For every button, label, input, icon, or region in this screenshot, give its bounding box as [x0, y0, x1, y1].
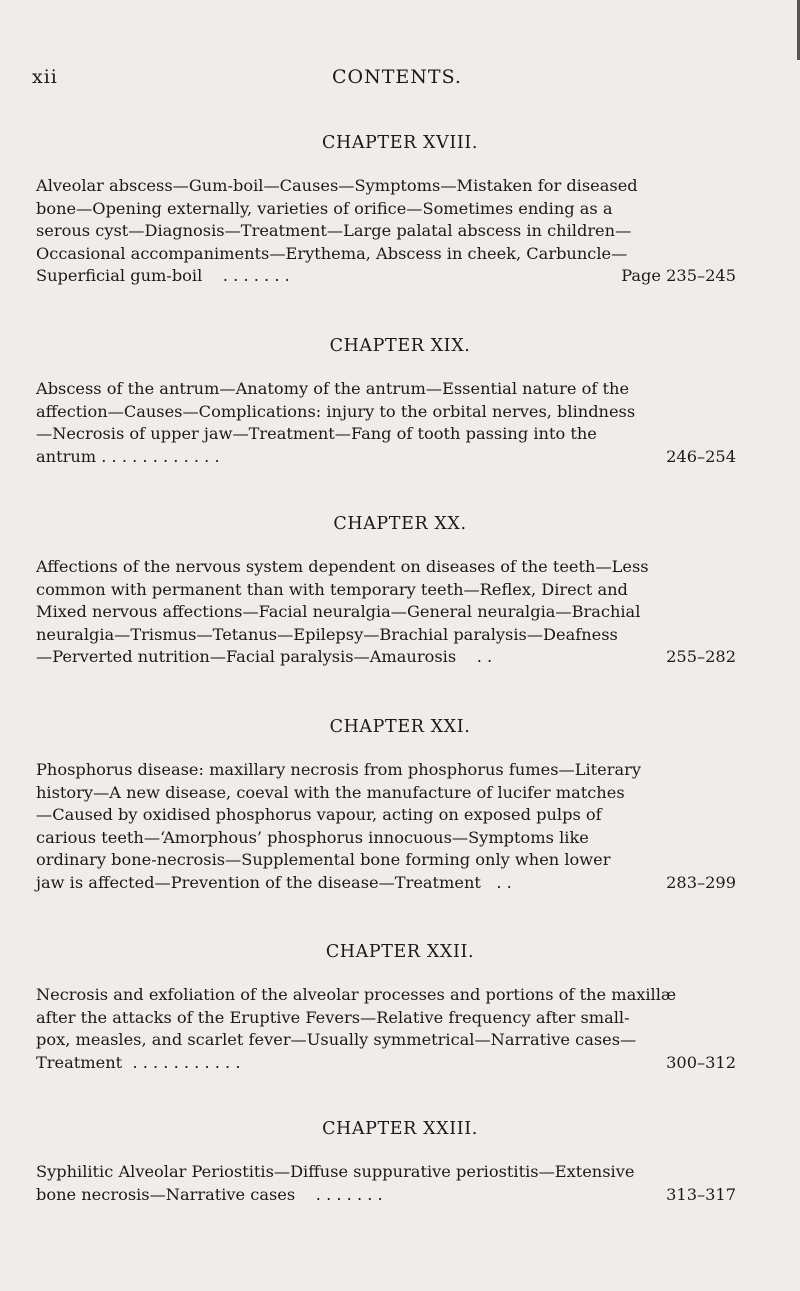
page-range: 283–299 — [666, 872, 736, 892]
chapter-23 — [0, 1119, 800, 1206]
synopsis-text — [36, 872, 512, 895]
dot-leader: . . . . . . . . . . . . — [101, 446, 220, 466]
synopsis-line: affection—Causes—Complications: injury to the orbital nerves, blindness — [36, 401, 636, 421]
synopsis-line: Affections of the nervous system dependent on diseases of the teeth—Less — [36, 557, 649, 576]
chapter-synopsis — [24, 175, 736, 288]
synopsis-line: history—A new disease, coeval with the manufacture of lucifer matches — [36, 782, 625, 802]
synopsis-line: Mixed nervous affections—Facial neuralgia—General neuralgia—Brachial — [36, 602, 641, 621]
synopsis-line: Necrosis and exfoliation of the alveolar processes and portions of the maxillæ — [36, 985, 677, 1004]
synopsis-text-end: —Perverted nutrition—Facial paralysis—Amaurosis — [36, 647, 457, 666]
chapter-synopsis — [24, 556, 736, 669]
synopsis-text — [36, 1052, 241, 1075]
chapter-18 — [0, 133, 800, 288]
chapter-heading: CHAPTER XX. — [333, 514, 467, 534]
chapter-synopsis — [24, 1161, 736, 1206]
chapter-19 — [0, 336, 800, 468]
chapter-heading: CHAPTER XIX. — [329, 336, 471, 356]
synopsis-line: common with permanent than with temporary teeth—Reflex, Direct and — [36, 579, 628, 599]
synopsis-last-line — [36, 1052, 736, 1075]
page-range: 300–312 — [666, 1052, 736, 1072]
running-title: CONTENTS. — [332, 66, 462, 88]
chapter-heading: CHAPTER XXIII. — [322, 1119, 478, 1139]
chapter-20 — [0, 514, 800, 669]
dot-leader: . . — [496, 872, 512, 892]
synopsis-last-line — [36, 1184, 736, 1207]
synopsis-line: Abscess of the antrum—Anatomy of the antrum—Essential nature of the — [36, 379, 630, 398]
page-range: 313–317 — [666, 1184, 736, 1204]
synopsis-line: Alveolar abscess—Gum-boil—Causes—Symptoms—Mistaken for diseased — [36, 176, 638, 195]
chapter-heading: CHAPTER XXI. — [329, 717, 471, 737]
page-range: 246–254 — [666, 446, 736, 466]
synopsis-line: —Caused by oxidised phosphorus vapour, acting on exposed pulps of — [36, 805, 602, 824]
synopsis-text — [36, 1184, 383, 1207]
chapter-22 — [0, 942, 800, 1074]
synopsis-last-line — [36, 872, 736, 895]
synopsis-line: pox, measles, and scarlet fever—Usually symmetrical—Narrative cases— — [36, 1030, 637, 1049]
synopsis-line: ordinary bone-necrosis—Supplemental bone forming only when lower — [36, 850, 611, 869]
synopsis-line: —Necrosis of upper jaw—Treatment—Fang of tooth passing into the — [36, 424, 597, 443]
chapter-synopsis — [24, 378, 736, 468]
synopsis-line: carious teeth—‘Amorphous’ phosphorus innocuous—Symptoms like — [36, 827, 589, 847]
synopsis-line: serous cyst—Diagnosis—Treatment—Large palatal abscess in children— — [36, 221, 632, 240]
synopsis-last-line — [36, 446, 736, 469]
chapter-heading: CHAPTER XXII. — [325, 942, 475, 962]
dot-leader: . . — [476, 647, 493, 666]
chapter-21 — [0, 717, 800, 894]
synopsis-text-end: Superficial gum-boil — [36, 266, 203, 285]
chapter-synopsis — [24, 759, 736, 894]
synopsis-text-end: antrum — [36, 446, 97, 466]
synopsis-text-end: Treatment — [36, 1052, 123, 1072]
dot-leader: . . . . . . . — [222, 266, 290, 285]
synopsis-text-end: jaw is affected—Prevention of the disease—Treatment — [36, 872, 481, 892]
synopsis-text — [36, 446, 220, 469]
synopsis-last-line — [36, 265, 736, 288]
page-range: Page 235–245 — [621, 266, 736, 285]
page-number: xii — [32, 66, 58, 88]
dot-leader: . . . . . . . — [315, 1184, 383, 1204]
synopsis-text — [36, 265, 290, 288]
chapter-heading: CHAPTER XVIII. — [321, 133, 479, 153]
page-range: 255–282 — [666, 647, 736, 666]
synopsis-line: after the attacks of the Eruptive Fevers—Relative frequency after small- — [36, 1007, 630, 1027]
synopsis-text — [36, 646, 493, 669]
dot-leader: . . . . . . . . . . . — [132, 1052, 241, 1072]
synopsis-line: Syphilitic Alveolar Periostitis—Diffuse suppurative periostitis—Extensive — [36, 1162, 635, 1181]
synopsis-line: Occasional accompaniments—Erythema, Abscess in cheek, Carbuncle— — [36, 243, 628, 263]
synopsis-line: Phosphorus disease: maxillary necrosis from phosphorus fumes—Literary — [36, 760, 641, 779]
synopsis-line: neuralgia—Trismus—Tetanus—Epilepsy—Brachial paralysis—Deafness — [36, 624, 618, 644]
chapter-synopsis — [24, 984, 736, 1074]
running-head — [32, 66, 762, 96]
synopsis-last-line — [36, 646, 736, 669]
synopsis-text-end: bone necrosis—Narrative cases — [36, 1184, 296, 1204]
synopsis-line: bone—Opening externally, varieties of orifice—Sometimes ending as a — [36, 198, 613, 218]
